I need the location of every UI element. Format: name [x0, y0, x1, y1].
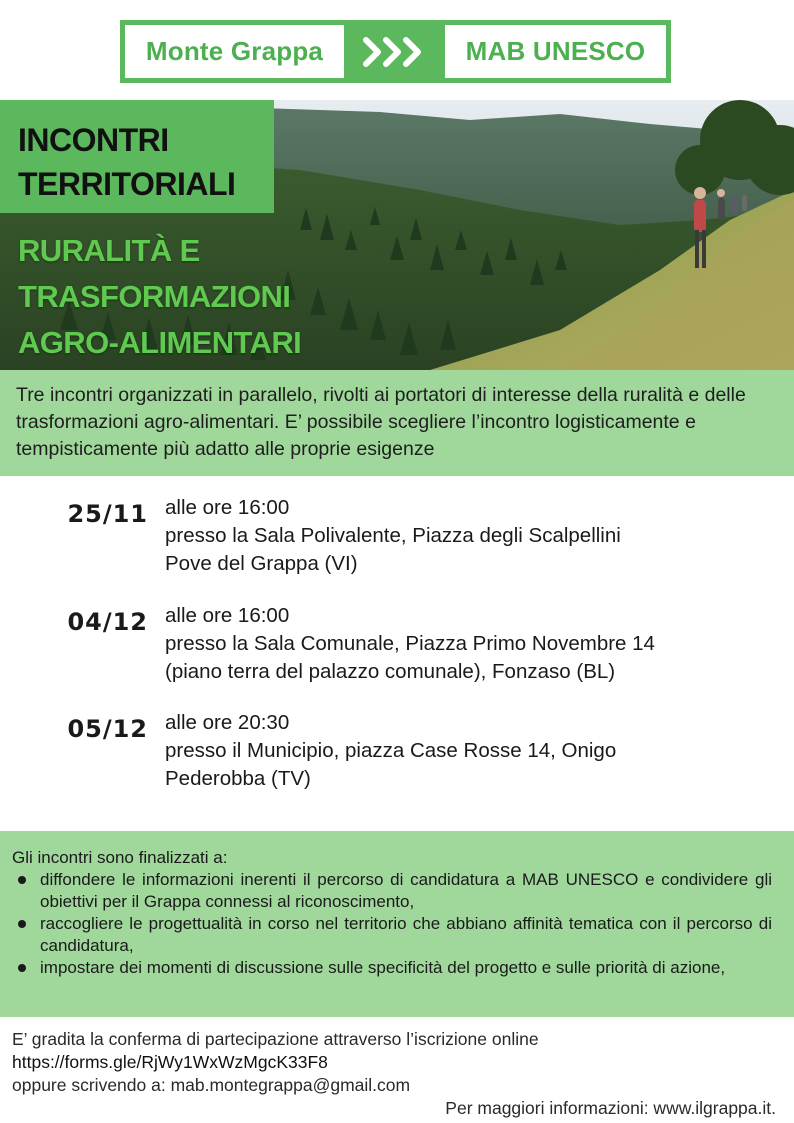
bullet-icon — [18, 920, 26, 928]
hero-banner — [0, 100, 794, 370]
event-date: 04/12 — [67, 608, 148, 636]
title-line-1: INCONTRI — [18, 122, 169, 158]
title-line-2: TERRITORIALI — [18, 166, 236, 202]
goal-text: raccogliere le progettualità in corso nel territorio che abbiano affinità tematica con il percorso di candidatura, — [40, 914, 772, 955]
event-time: alle ore 20:30 — [165, 711, 290, 734]
goal-item — [12, 957, 772, 979]
footer-email-text: oppure scrivendo a: mab.montegrappa@gmail.com — [12, 1075, 411, 1095]
more-info-text: Per maggiori informazioni: www.ilgrappa.it. — [445, 1098, 776, 1118]
bullet-icon — [18, 876, 26, 884]
goal-text: impostare dei momenti di discussione sulle specificità del progetto e sulle priorità di azione, — [40, 958, 726, 977]
intro-text: Tre incontri organizzati in parallelo, rivolti ai portatori di interesse della ruralità e delle trasformazioni agro-alimentari. E’ possibile scegliere l’incontro logisticamente e tempisticamente più adatto alle proprie esigenze — [0, 370, 794, 476]
event-item — [0, 709, 794, 799]
goals-box — [0, 831, 794, 1017]
logo-left-text: Monte Grappa — [125, 25, 344, 78]
registration-link[interactable]: https://forms.gle/RjWy1WxWzMgcK33F8 — [12, 1052, 328, 1072]
footer-confirm-text: E’ gradita la conferma di partecipazione attraverso l’iscrizione online — [12, 1029, 539, 1049]
logo — [120, 20, 671, 83]
subtitle-line-1: RURALITÀ E — [18, 233, 200, 268]
event-time: alle ore 16:00 — [165, 604, 290, 627]
footer — [12, 1028, 782, 1097]
event-item — [0, 602, 794, 692]
event-location: presso la Sala Comunale, Piazza Primo Novembre 14 — [165, 632, 655, 655]
goals-list — [12, 869, 772, 979]
event-time: alle ore 16:00 — [165, 496, 290, 519]
event-details — [165, 602, 785, 686]
goal-item — [12, 869, 772, 913]
event-item — [0, 494, 794, 584]
event-location-extra: Pederobba (TV) — [165, 767, 311, 790]
bullet-icon — [18, 964, 26, 972]
goal-text: diffondere le informazioni inerenti il percorso di candidatura a MAB UNESCO e condividere gli obiettivi per il Grappa connessi al riconoscimento, — [40, 870, 772, 911]
event-location-extra: Pove del Grappa (VI) — [165, 552, 358, 575]
subtitle-line-3: AGRO-ALIMENTARI — [18, 325, 302, 360]
goals-intro: Gli incontri sono finalizzati a: — [12, 848, 228, 867]
event-details — [165, 709, 785, 793]
subtitle — [18, 228, 438, 366]
event-location: presso la Sala Polivalente, Piazza degli Scalpellini — [165, 524, 621, 547]
event-date: 25/11 — [67, 500, 148, 528]
event-date: 05/12 — [67, 715, 148, 743]
event-location: presso il Municipio, piazza Case Rosse 14, Onigo — [165, 739, 617, 762]
event-location-extra: (piano terra del palazzo comunale), Fonzaso (BL) — [165, 660, 616, 683]
triple-chevron-right-icon — [344, 34, 445, 70]
subtitle-line-2: TRASFORMAZIONI — [18, 279, 291, 314]
goal-item — [12, 913, 772, 957]
event-details — [165, 494, 785, 578]
title-box — [0, 100, 274, 213]
logo-right-text: MAB UNESCO — [445, 25, 666, 78]
